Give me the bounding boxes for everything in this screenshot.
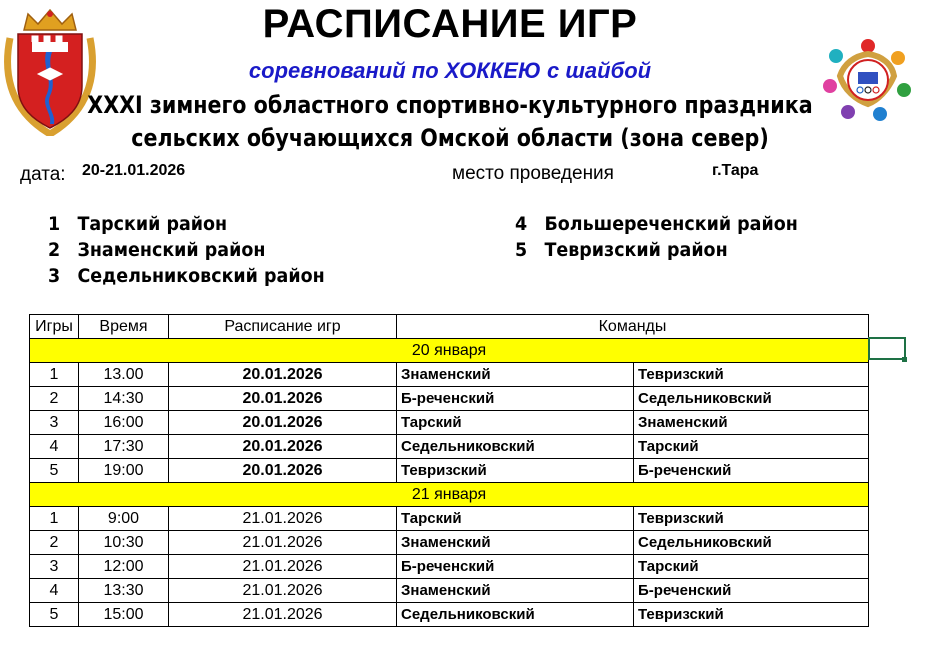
game-time[interactable]: 9:00 xyxy=(79,507,169,531)
team-a[interactable]: Седельниковский xyxy=(397,435,634,459)
game-time[interactable]: 17:30 xyxy=(79,435,169,459)
game-number[interactable]: 1 xyxy=(30,363,79,387)
game-date[interactable]: 20.01.2026 xyxy=(169,387,397,411)
team-name: Тевризский район xyxy=(544,239,728,261)
team-number: 4 xyxy=(515,213,528,235)
game-number[interactable]: 3 xyxy=(30,555,79,579)
team-list-item xyxy=(48,213,227,235)
game-number[interactable]: 5 xyxy=(30,459,79,483)
page-subtitle: соревнований по ХОККЕЮ с шайбой xyxy=(248,58,652,83)
table-row xyxy=(30,435,869,459)
game-date[interactable]: 20.01.2026 xyxy=(169,363,397,387)
game-number[interactable]: 4 xyxy=(30,435,79,459)
team-a[interactable]: Тарский xyxy=(397,411,634,435)
team-list-item xyxy=(48,239,265,261)
team-b[interactable]: Тарский xyxy=(634,435,869,459)
date-value: 20-21.01.2026 xyxy=(82,162,186,179)
game-number[interactable]: 2 xyxy=(30,531,79,555)
team-b[interactable]: Б-реченский xyxy=(634,459,869,483)
game-number[interactable]: 5 xyxy=(30,603,79,627)
team-a[interactable]: Седельниковский xyxy=(397,603,634,627)
game-number[interactable]: 3 xyxy=(30,411,79,435)
game-date[interactable]: 20.01.2026 xyxy=(169,459,397,483)
page-title: РАСПИСАНИЕ ИГР xyxy=(262,2,638,46)
game-date[interactable]: 21.01.2026 xyxy=(169,555,397,579)
game-time[interactable]: 16:00 xyxy=(79,411,169,435)
team-number: 2 xyxy=(48,239,61,261)
day-label[interactable]: 20 января xyxy=(30,339,869,363)
game-time[interactable]: 12:00 xyxy=(79,555,169,579)
game-time[interactable]: 15:00 xyxy=(79,603,169,627)
game-number[interactable]: 4 xyxy=(30,579,79,603)
table-row xyxy=(30,507,869,531)
game-time[interactable]: 19:00 xyxy=(79,459,169,483)
team-list-item xyxy=(515,239,728,261)
header-games[interactable]: Игры xyxy=(30,315,79,339)
team-name: Большереченский район xyxy=(544,213,798,235)
game-time[interactable]: 13.00 xyxy=(79,363,169,387)
game-number[interactable]: 1 xyxy=(30,507,79,531)
game-time[interactable]: 13:30 xyxy=(79,579,169,603)
team-name: Тарский район xyxy=(77,213,228,235)
table-row xyxy=(30,579,869,603)
team-list-item xyxy=(515,213,798,235)
day-label[interactable]: 21 января xyxy=(30,483,869,507)
game-number[interactable]: 2 xyxy=(30,387,79,411)
table-row xyxy=(30,411,869,435)
game-date[interactable]: 21.01.2026 xyxy=(169,531,397,555)
day-row xyxy=(30,483,869,507)
team-a[interactable]: Тарский xyxy=(397,507,634,531)
team-a[interactable]: Б-реченский xyxy=(397,555,634,579)
team-b[interactable]: Знаменский xyxy=(634,411,869,435)
team-a[interactable]: Б-реченский xyxy=(397,387,634,411)
event-line-2: сельских обучающихся Омской области (зона север) xyxy=(131,124,769,152)
table-header-row xyxy=(30,315,869,339)
date-label: дата: xyxy=(20,164,66,185)
table-row xyxy=(30,603,869,627)
game-date[interactable]: 21.01.2026 xyxy=(169,507,397,531)
selected-cell[interactable] xyxy=(868,337,906,360)
day-row xyxy=(30,339,869,363)
team-a[interactable]: Знаменский xyxy=(397,531,634,555)
team-a[interactable]: Знаменский xyxy=(397,579,634,603)
team-name: Знаменский район xyxy=(77,239,266,261)
team-a[interactable]: Тевризский xyxy=(397,459,634,483)
fill-handle[interactable] xyxy=(902,357,907,362)
team-b[interactable]: Б-реченский xyxy=(634,579,869,603)
table-row xyxy=(30,531,869,555)
game-date[interactable]: 21.01.2026 xyxy=(169,579,397,603)
team-list-item xyxy=(48,265,325,287)
table-row xyxy=(30,363,869,387)
team-b[interactable]: Тарский xyxy=(634,555,869,579)
header-schedule[interactable]: Расписание игр xyxy=(169,315,397,339)
team-a[interactable]: Знаменский xyxy=(397,363,634,387)
game-time[interactable]: 14:30 xyxy=(79,387,169,411)
team-b[interactable]: Седельниковский xyxy=(634,387,869,411)
game-date[interactable]: 20.01.2026 xyxy=(169,435,397,459)
team-b[interactable]: Тевризский xyxy=(634,363,869,387)
game-date[interactable]: 21.01.2026 xyxy=(169,603,397,627)
team-number: 5 xyxy=(515,239,528,261)
venue-label: место проведения xyxy=(452,163,614,184)
game-date[interactable]: 20.01.2026 xyxy=(169,411,397,435)
event-line-1: XXXI зимнего областного спортивно-культурного праздника xyxy=(87,91,813,119)
header-time[interactable]: Время xyxy=(79,315,169,339)
table-row xyxy=(30,555,869,579)
table-row xyxy=(30,459,869,483)
venue-value: г.Тара xyxy=(712,162,759,179)
team-b[interactable]: Седельниковский xyxy=(634,531,869,555)
header-teams[interactable]: Команды xyxy=(397,315,869,339)
table-row xyxy=(30,387,869,411)
team-name: Седельниковский район xyxy=(77,265,325,287)
team-number: 3 xyxy=(48,265,61,287)
team-b[interactable]: Тевризский xyxy=(634,603,869,627)
team-number: 1 xyxy=(48,213,61,235)
team-b[interactable]: Тевризский xyxy=(634,507,869,531)
game-time[interactable]: 10:30 xyxy=(79,531,169,555)
schedule-table xyxy=(29,314,869,627)
